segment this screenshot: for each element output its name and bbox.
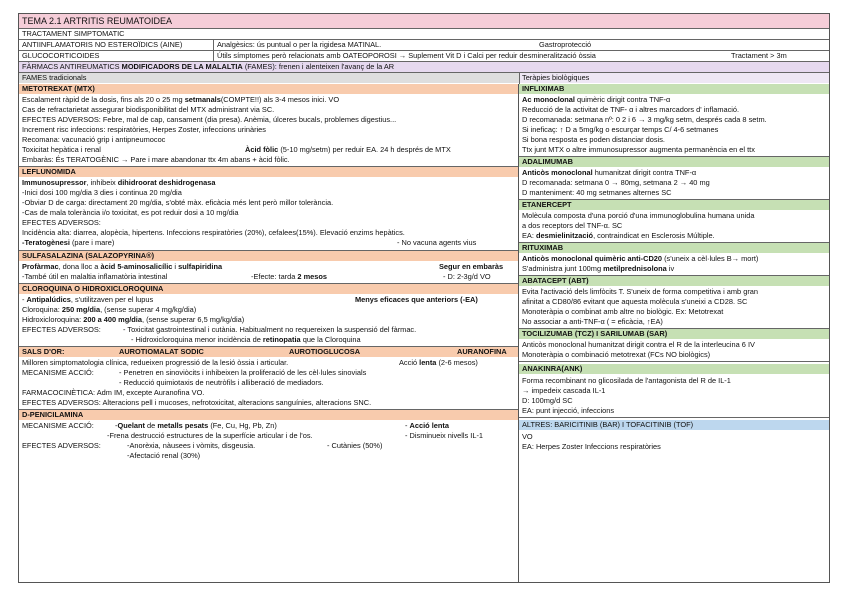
adali-line-1 bbox=[519, 168, 829, 178]
text-fragment: setmanals bbox=[184, 95, 221, 104]
sulf-line-2 bbox=[19, 272, 518, 282]
ritux-line-2 bbox=[519, 264, 829, 274]
dpen-line-3 bbox=[19, 441, 518, 451]
text-group bbox=[115, 421, 277, 431]
text-fragment: -Frena destrucció estructures de la superfície articular i de l'os. bbox=[107, 431, 313, 440]
mtx-title: METOTREXAT (MTX) bbox=[19, 84, 518, 94]
text-fragment: -Anorèxia, nàusees i vòmits, disgeusia. bbox=[127, 441, 256, 450]
text-fragment: sulfapiridina bbox=[178, 262, 223, 271]
anak-line-3: D: 100mg/d SC bbox=[522, 396, 573, 405]
sals-line-1 bbox=[19, 358, 518, 368]
abat-title: ABATACEPT (ABT) bbox=[519, 276, 829, 286]
tract-simp-header: TRACTAMENT SIMPTOMATIC bbox=[22, 29, 125, 38]
abat-line-2: afinitat a CD80/86 evitant que aquesta molècula s'uneixi a CD28. SC bbox=[522, 297, 748, 306]
text-fragment: Immunosupressor bbox=[22, 178, 87, 187]
text-fragment: - Disminueix nivells IL-1 bbox=[405, 431, 484, 440]
dpen-title: D-PENICILAMINA bbox=[19, 410, 518, 420]
mtx-line-2: Cas de refractarietat assegurar biodisponibilitat del MTX administrant via SC. bbox=[22, 105, 275, 114]
text-fragment: (s'uneix a cèl·lules B→ mort) bbox=[662, 254, 759, 263]
text-fragment: , s'utilitzaven per el lupus bbox=[70, 295, 154, 304]
text-fragment: de bbox=[144, 421, 158, 430]
text-fragment: quimèric dirigit contra TNF-α bbox=[574, 95, 671, 104]
text-fragment: - bbox=[115, 421, 118, 430]
text-fragment: Acció bbox=[399, 358, 420, 367]
text-fragment: AUROTIOGLUCOSA bbox=[289, 347, 361, 356]
cloro-line-4 bbox=[19, 325, 518, 335]
lef-line-1 bbox=[19, 178, 518, 188]
sals-line-2 bbox=[19, 368, 518, 378]
text-fragment: Escalament ràpid de la dosis, fins als 20 o 25 mg bbox=[22, 95, 185, 104]
text-fragment: Cloroquina: bbox=[22, 305, 62, 314]
aines-row bbox=[19, 40, 829, 50]
infli-title: INFLIXIMAB bbox=[519, 84, 829, 94]
text-fragment: -Efecte: tarda bbox=[251, 272, 298, 281]
text-fragment: , (sense superar 6,5 mg/kg/dia) bbox=[141, 315, 245, 324]
text-fragment: 200 a 400 mg/dia bbox=[83, 315, 142, 324]
text-fragment: - bbox=[405, 421, 410, 430]
gluco-row bbox=[19, 51, 829, 61]
text-group bbox=[22, 295, 153, 305]
text-fragment: (5-10 mg/setm) per reduir EA. 24 h després de MTX bbox=[278, 145, 451, 154]
lef-line-2: -Inici dosi 100 mg/dia 3 dies i continua 20 mg/dia bbox=[22, 188, 182, 197]
text-fragment: Toxicitat hepàtica i renal bbox=[22, 145, 101, 154]
toci-line-1: Anticòs monoclonal humanitzat dirigit contra el R de la interleucina 6 IV bbox=[522, 340, 755, 349]
right-column bbox=[518, 84, 830, 583]
abat-line-4: No associar a anti-TNF-α ( = eficàcia, ↑EA) bbox=[522, 317, 663, 326]
adali-line-3: D manteniment: 40 mg setmanes alternes SC bbox=[522, 188, 672, 197]
text-fragment: - Penetren en sinoviòcits i inhibeixen la proliferació de les cèl·lules sinovials bbox=[119, 368, 367, 377]
text-fragment: , dona lloc a bbox=[58, 262, 101, 271]
text-fragment: - D: 2-3g/d VO bbox=[443, 272, 491, 281]
text-fragment: retinopatia bbox=[262, 335, 301, 344]
text-fragment: AURANOFINA bbox=[457, 347, 507, 356]
adali-line-2: D recomanada: setmana 0 → 80mg, setmana 2 → 40 mg bbox=[522, 178, 710, 187]
text-fragment: , contraindicat en Esclerosis Múltiple. bbox=[593, 231, 715, 240]
mtx-line-4: Increment risc infeccions: respiratòries, Herpes Zoster, infeccions urinàries bbox=[22, 125, 266, 134]
text-fragment: MECANISME ACCIÓ: bbox=[22, 421, 94, 430]
altres-line-1: VO bbox=[522, 432, 533, 441]
text-fragment: - Reducció quimiotaxis de neutròfils i alliberació de mediadors. bbox=[119, 378, 324, 387]
lef-line-7 bbox=[19, 238, 518, 248]
text-fragment: SALS D'OR: bbox=[22, 347, 65, 356]
gluco-text: Útils símptomes però relacionats amb OATEOPOROSI → Suplement Vit D i Calci per reduir desmineralització òssia bbox=[217, 51, 596, 60]
text-fragment: humanitzat dirigit contra TNF-α bbox=[592, 168, 697, 177]
text-fragment: EA: bbox=[522, 231, 536, 240]
text-fragment: que la Cloroquina bbox=[300, 335, 361, 344]
toci-title: TOCILIZUMAB (TCZ) I SARILUMAB (SAR) bbox=[519, 329, 829, 339]
text-fragment: S'administra junt 100mg bbox=[522, 264, 604, 273]
text-fragment: iv bbox=[666, 264, 675, 273]
text-fragment: MECANISME ACCIÓ: bbox=[22, 368, 94, 377]
cloro-line-1 bbox=[19, 295, 518, 305]
altres-line-2: EA: Herpes Zoster Infeccions respiratòries bbox=[522, 442, 661, 451]
aines-right: Gastroprotecció bbox=[539, 40, 592, 49]
text-fragment: dihidroorat deshidrogenasa bbox=[117, 178, 216, 187]
text-fragment: - No vacuna agents vius bbox=[397, 238, 477, 247]
text-fragment: (COMPTE!!) als 3-4 mesos inici. VO bbox=[220, 95, 340, 104]
ritux-title: RITUXIMAB bbox=[519, 243, 829, 253]
text-group bbox=[131, 335, 361, 345]
right-col-header: Teràpies biològiques bbox=[519, 73, 829, 83]
text-fragment: EFECTES ADVERSOS: bbox=[22, 325, 101, 334]
mtx-line-7: Embaràs: És TERATOGÈNIC → Pare i mare abandonar ttx 4m abans + àcid fòlic. bbox=[22, 155, 290, 164]
sals-line-5: EFECTES ADVERSOS: Alteracions pell i mucoses, nefrotoxicitat, alteracions sanguínies, alteracions SNC. bbox=[22, 398, 372, 407]
text-group bbox=[399, 358, 478, 368]
mtx-line-3: EFECTES ADVERSOS: Febre, mal de cap, cansament (dia presa). Anèmia, úlceres bucals, problemes digestius... bbox=[22, 115, 397, 124]
lef-title: LEFLUNOMIDA bbox=[19, 167, 518, 177]
text-fragment: Hidroxicloroquina: bbox=[22, 315, 84, 324]
text-fragment: Menys eficaces que anteriors (-EA) bbox=[355, 295, 478, 304]
text-fragment: desmielinització bbox=[535, 231, 594, 240]
text-fragment: , (sense superar 4 mg/kg/dia) bbox=[100, 305, 197, 314]
lef-line-5: EFECTES ADVERSOS: bbox=[22, 218, 101, 227]
adali-title: ADALIMUMAB bbox=[519, 157, 829, 167]
text-fragment: EFECTES ADVERSOS: bbox=[22, 441, 101, 450]
top-table bbox=[18, 13, 830, 85]
text-fragment: Anticòs monoclonal quimèric anti-CD20 bbox=[522, 254, 663, 263]
lef-line-4: -Cas de mala tolerància i/o toxicitat, es pot reduir dosi a 10 mg/dia bbox=[22, 208, 239, 217]
dpen-line-4 bbox=[19, 451, 518, 461]
lef-line-3: -Obviar D de carga: directament 20 mg/dia, s'obté màx. eficàcia més lent però millor tolerància. bbox=[22, 198, 334, 207]
infli-line-4: Si ineficaç: ↑ D a 5mg/kg o escurçar temps C/ 4-6 setmanes bbox=[522, 125, 719, 134]
sals-line-3 bbox=[19, 378, 518, 388]
fame-post: (FAMES): frenen i alenteixen l'avanç de la AR bbox=[242, 62, 395, 71]
text-group bbox=[22, 238, 114, 248]
text-fragment: 2 mesos bbox=[297, 272, 328, 281]
etan-line-1: Molècula composta d'una porció d'una immunoglobulina humana unida bbox=[522, 211, 755, 220]
text-fragment: - bbox=[22, 295, 27, 304]
text-fragment: - Toxicitat gastrointestinal i cutània. Habitualment no requereixen la suspensió del fàrmac. bbox=[123, 325, 417, 334]
text-fragment: Quelant bbox=[117, 421, 145, 430]
altres-title: ALTRES: BARICITINIB (BAR) I TOFACITINIB (TOF) bbox=[519, 420, 829, 430]
cloro-line-3 bbox=[19, 315, 518, 325]
mtx-line-1 bbox=[19, 95, 518, 105]
text-fragment: -Afectació renal (30%) bbox=[127, 451, 201, 460]
abat-line-1: Evita l'activació dels limfòcits T. S'uneix de forma competitiva i amb gran bbox=[522, 287, 758, 296]
left-col-header: FAMES tradicionals bbox=[19, 73, 519, 83]
infli-line-1 bbox=[519, 95, 829, 105]
text-fragment: - Cutànies (50%) bbox=[327, 441, 383, 450]
etan-line-3 bbox=[519, 231, 829, 241]
text-fragment: Acció lenta bbox=[409, 421, 449, 430]
etan-line-2: a dos receptors del TNF-α. SC bbox=[522, 221, 623, 230]
text-fragment: metilprednisolona bbox=[603, 264, 667, 273]
lef-line-6: Incidència alta: diarrea, alopècia, hipertens. Infeccions respiratòries (20%), cefalees(15%). Elevació enzims hepàtics. bbox=[22, 228, 405, 237]
text-fragment: (pare i mare) bbox=[69, 238, 115, 247]
text-fragment: Milloren simptomatologia clínica, redueixen progressió de la lesió òssia i articular. bbox=[22, 358, 289, 367]
cloro-title: CLOROQUINA O HIDROXICLOROQUINA bbox=[19, 284, 518, 294]
text-group bbox=[22, 262, 222, 272]
text-fragment: 250 mg/dia bbox=[61, 305, 101, 314]
text-fragment: Profàrmac bbox=[22, 262, 59, 271]
left-column bbox=[18, 84, 519, 583]
infli-line-2: Reducció de la activitat de TNF- α i altres marcadors d' inflamació. bbox=[522, 105, 740, 114]
text-fragment: metalls pesats bbox=[157, 421, 209, 430]
text-group bbox=[251, 272, 327, 282]
text-fragment: AUROTIOMALAT SODIC bbox=[119, 347, 204, 356]
text-fragment: lenta bbox=[419, 358, 437, 367]
text-fragment: Antipalúdics bbox=[26, 295, 71, 304]
text-fragment: àcid 5-aminosalicílic bbox=[100, 262, 173, 271]
infli-line-3: D recomanada: setmana nº: 0 2 i 6 → 3 mg/kg setm, després cada 8 setm. bbox=[522, 115, 767, 124]
mtx-line-5: Recomana: vacunació grip i antipneumococ bbox=[22, 135, 166, 144]
text-fragment: Segur en embaràs bbox=[439, 262, 504, 271]
text-fragment: (Fe, Cu, Hg, Pb, Zn) bbox=[208, 421, 277, 430]
page-title: TEMA 2.1 ARTRITIS REUMATOIDEA bbox=[19, 14, 829, 28]
text-fragment: Àcid fòlic bbox=[245, 145, 279, 154]
anak-line-4: EA: punt injecció, infeccions bbox=[522, 406, 615, 415]
aines-text: Analgèsics: ús puntual o per la rigidesa MATINAL. bbox=[217, 40, 382, 49]
fame-bold: MODIFICADORS DE LA MALALTIA bbox=[121, 62, 243, 71]
sulf-line-1 bbox=[19, 262, 518, 272]
text-fragment: , inhibeix bbox=[86, 178, 118, 187]
aines-label: ANTIINFLAMATORIS NO ESTEROÏDICS (AINE) bbox=[22, 40, 183, 49]
text-fragment: Ac monoclonal bbox=[522, 95, 575, 104]
toci-line-2: Monoteràpia o combinació metotrexat (FCs NO biològics) bbox=[522, 350, 711, 359]
anak-line-2: → impedeix cascada IL-1 bbox=[522, 386, 606, 395]
text-fragment: -Teratogènesi bbox=[22, 238, 70, 247]
gluco-label: GLUCOCORTICOIDES bbox=[22, 51, 100, 60]
mtx-line-6 bbox=[19, 145, 518, 155]
dpen-line-1 bbox=[19, 421, 518, 431]
sals-line-4: FARMACOCINÈTICA: Adm IM, excepte Auranofina VO. bbox=[22, 388, 205, 397]
anak-line-1: Forma recombinant no glicosilada de l'antagonista del R de IL-1 bbox=[522, 376, 731, 385]
dpen-line-2 bbox=[19, 431, 518, 441]
text-fragment: i bbox=[172, 262, 179, 271]
fame-pre: FÀRMACS ANTIREUMATICS bbox=[22, 62, 122, 71]
text-fragment: Anticòs monoclonal bbox=[522, 168, 593, 177]
sulf-title: SULFASALAZINA (SALAZOPYRINA®) bbox=[19, 251, 518, 261]
text-fragment: - Hidroxicloroquina menor incidència de bbox=[131, 335, 263, 344]
abat-line-3: Monoteràpia o combinat amb altre no biològic. Ex: Metotrexat bbox=[522, 307, 724, 316]
gluco-right: Tractament > 3m bbox=[731, 51, 787, 60]
text-fragment: (2-6 mesos) bbox=[436, 358, 478, 367]
text-group bbox=[405, 421, 449, 431]
etan-title: ETANERCEPT bbox=[519, 200, 829, 210]
infli-line-5: Si bona resposta es poden distanciar dosis. bbox=[522, 135, 665, 144]
cloro-line-2 bbox=[19, 305, 518, 315]
sals-title bbox=[19, 347, 518, 357]
infli-line-6: Ttx junt MTX o altre immunosupressor augmenta permanència en el ttx bbox=[522, 145, 755, 154]
anak-title: ANAKINRA(ANK) bbox=[519, 364, 829, 374]
ritux-line-1 bbox=[519, 254, 829, 264]
text-fragment: -També útil en malaltia inflamatòria intestinal bbox=[22, 272, 168, 281]
cloro-line-5 bbox=[19, 335, 518, 345]
text-group bbox=[245, 145, 451, 155]
fame-header bbox=[19, 62, 829, 72]
